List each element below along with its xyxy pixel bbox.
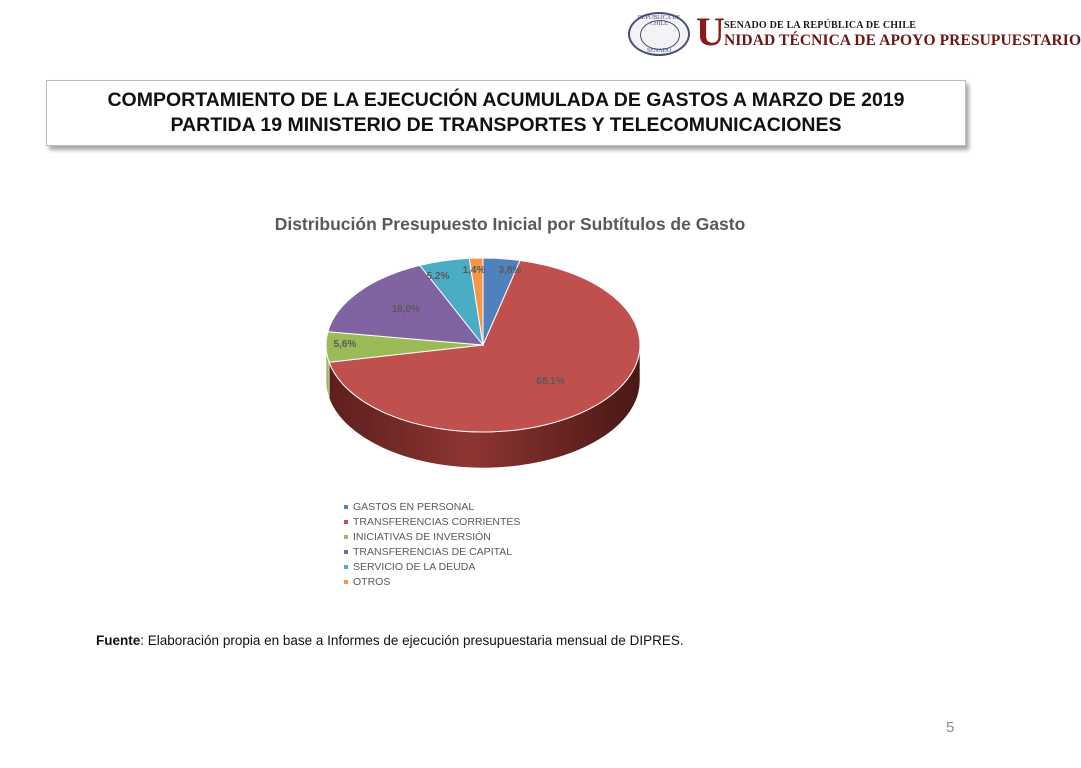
slide-title-line1: COMPORTAMIENTO DE LA EJECUCIÓN ACUMULADA DE GASTOS A MARZO DE 2019: [107, 89, 905, 111]
legend-swatch: [344, 550, 348, 554]
legend-swatch: [344, 565, 348, 569]
seal-bottom-text: SENADO: [646, 48, 672, 54]
legend-label: GASTOS EN PERSONAL: [353, 500, 475, 513]
legend-item: [344, 499, 520, 514]
data-label-servicio-de-la-deuda: 5,2%: [426, 271, 450, 282]
legend-item: [344, 529, 520, 544]
source-note: [96, 633, 684, 648]
source-label: Fuente: [96, 633, 141, 648]
legend-swatch: [344, 505, 348, 509]
legend-swatch: [344, 580, 348, 584]
legend-swatch: [344, 535, 348, 539]
data-label-transferencias-de-capital: 16,0%: [391, 304, 420, 316]
slide-title-line2: PARTIDA 19 MINISTERIO DE TRANSPORTES Y TELECOMUNICACIONES: [170, 114, 842, 136]
legend-label: OTROS: [353, 575, 391, 588]
logo-letter: U: [696, 9, 725, 54]
legend-label: TRANSFERENCIAS CORRIENTES: [353, 515, 521, 528]
legend-item: [344, 514, 520, 529]
seal-top-text: REPÚBLICA DE CHILE: [637, 15, 681, 27]
chart-legend: [344, 499, 520, 589]
pie-slices: [326, 258, 640, 432]
data-label-iniciativas-de-inversi-n: 5,6%: [333, 338, 357, 350]
data-label-otros: 1,4%: [462, 265, 486, 276]
legend-label: TRANSFERENCIAS DE CAPITAL: [353, 545, 513, 558]
source-text: : Elaboración propia en base a Informes de ejecución presupuestaria mensual de DIPRES.: [140, 633, 684, 648]
logo-line2: NIDAD TÉCNICA DE APOYO PRESUPUESTARIO: [724, 32, 1081, 49]
logo-line1: SENADO DE LA REPÚBLICA DE CHILE: [724, 20, 917, 31]
legend-swatch: [344, 520, 348, 524]
data-label-gastos-en-personal: 3,8%: [498, 265, 522, 276]
legend-item: [344, 574, 520, 589]
data-label-transferencias-corrientes: 68,1%: [536, 375, 565, 387]
legend-item: [344, 559, 520, 574]
page-number: 5: [946, 719, 955, 736]
legend-label: INICIATIVAS DE INVERSIÓN: [353, 530, 491, 543]
legend-item: [344, 544, 520, 559]
chart-title: Distribución Presupuesto Inicial por Subtítulos de Gasto: [274, 214, 746, 234]
legend-label: SERVICIO DE LA DEUDA: [353, 560, 476, 573]
